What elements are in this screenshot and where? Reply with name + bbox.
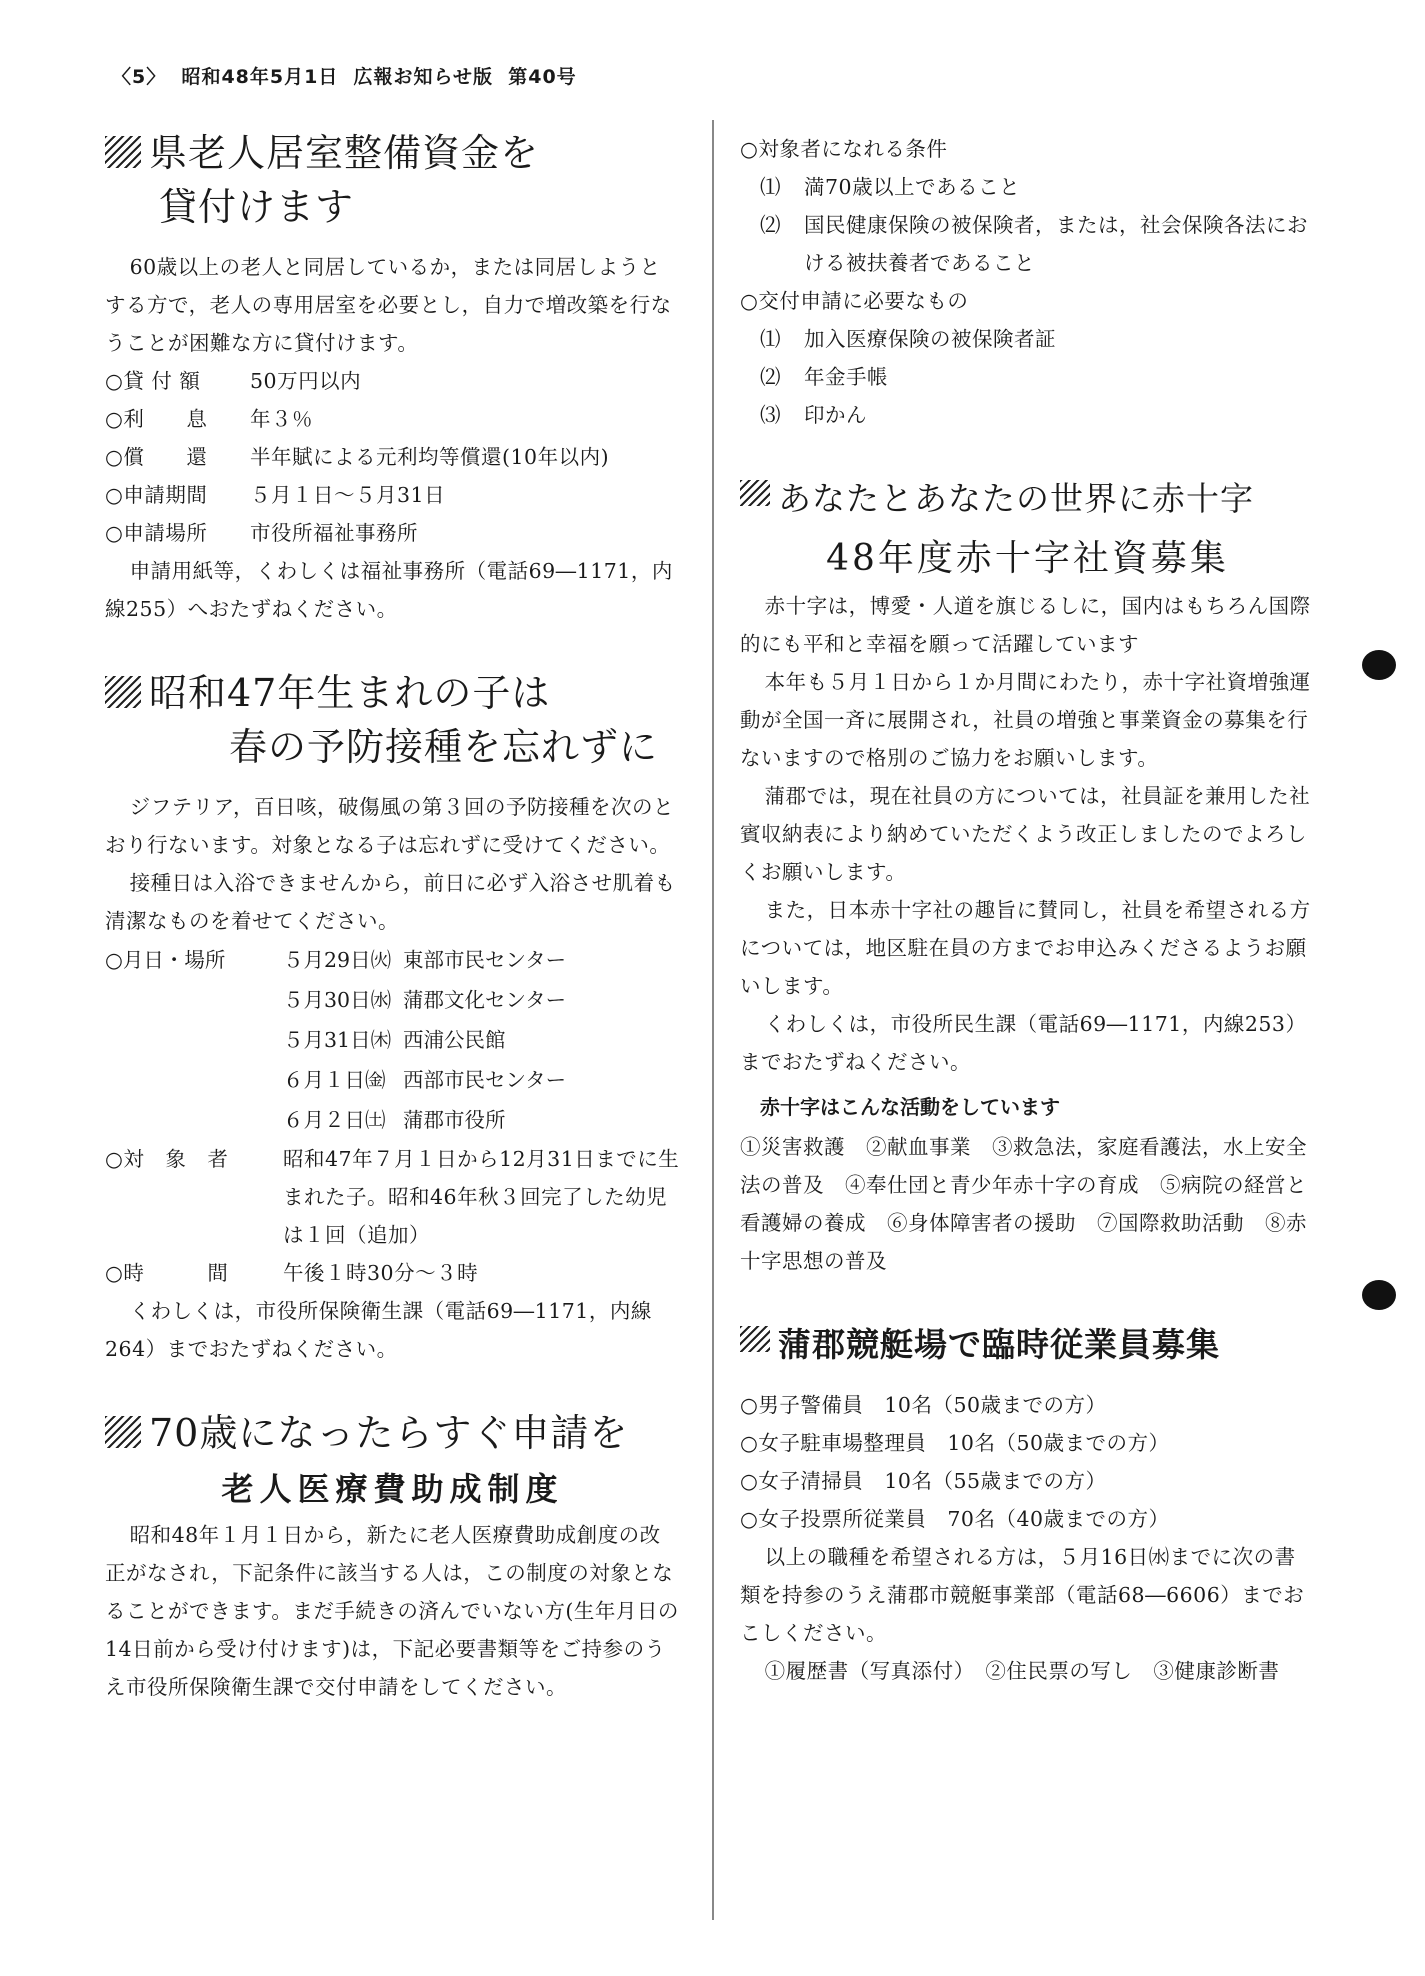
- punch-hole-mark: [1362, 1280, 1396, 1310]
- job-item: ○女子清掃員 10名（55歳までの方）: [740, 1469, 1107, 1493]
- schedule-date: ５月31日㈭: [283, 1028, 392, 1052]
- required-documents: ①履歴書（写真添付） ②住民票の写し ③健康診断書: [764, 1659, 1280, 1683]
- left-column: [105, 118, 680, 1706]
- list-text: 満70歳以上であること: [804, 175, 1021, 199]
- article-paragraph: 以上の職種を希望される方は，５月16日㈬までに次の書類を持参のうえ蒲郡市競艇事業部（電話68―6606）までおこしください。: [740, 1545, 1305, 1645]
- article-title: あなたとあなたの世界に赤十字: [778, 479, 1254, 518]
- list-number: ⑵: [760, 365, 781, 389]
- article-elderly-medical-cont: [740, 130, 1315, 434]
- article-paragraph: 本年も５月１日から１か月間にわたり，赤十字社資増強運動が全国一斉に展開され，社員の増強と事業資金の募集を行ないますので格別のご協力をお願いします。: [740, 670, 1311, 770]
- schedule-date: ５月29日㈫: [283, 948, 392, 972]
- schedule-place: 西部市民センター: [403, 1068, 567, 1092]
- article-paragraph: また，日本赤十字社の趣旨に賛同し，社員を希望される方については，地区駐在員の方までお申込みくださるようお願いします。: [740, 898, 1311, 998]
- schedule-place: 西浦公民館: [403, 1028, 506, 1052]
- list-number: ⑵: [760, 213, 781, 237]
- schedule-place: 蒲郡市役所: [403, 1108, 506, 1132]
- schedule-place: 蒲郡文化センター: [403, 988, 567, 1012]
- item-value: 午後１時30分～３時: [283, 1261, 479, 1285]
- hatch-mark-icon: [105, 676, 141, 708]
- hatch-mark-icon: [105, 1416, 141, 1448]
- article-red-cross: [740, 472, 1315, 1280]
- item-value: 年３％: [250, 407, 313, 431]
- schedule-date: ５月30日㈬: [283, 988, 392, 1012]
- schedule-place: 東部市民センター: [403, 948, 567, 972]
- item-value: ５月１日～５月31日: [250, 483, 446, 507]
- punch-hole-mark: [1362, 650, 1396, 680]
- list-number: ⑴: [760, 175, 781, 199]
- list-number: ⑶: [760, 403, 781, 427]
- article-intro: 60歳以上の老人と同居しているか，または同居しようとする方で，老人の専用居室を必要とし，自力で増改築を行なうことが困難な方に貸付けます。: [105, 255, 672, 355]
- list-text: 国民健康保険の被保険者，または，社会保険各法における被扶養者であること: [804, 213, 1308, 275]
- list-text: 加入医療保険の被保険者証: [804, 327, 1056, 351]
- article-paragraph: 昭和48年１月１日から，新たに老人医療費助成創度の改正がなされ，下記条件に該当する人は，この制度の対象となることができます。まだ手続きの済んでいない方(生年月日の14日前から受け付けます)は，下記必要書類等をご持参のうえ市役所保険衛生課で交付申請をしてください。: [105, 1523, 679, 1699]
- article-paragraph: 蒲郡では，現在社員の方については，社員証を兼用した社賓収納表により納めていただくよう改正しましたのでよろしくお願いします。: [740, 784, 1311, 884]
- hatch-mark-icon: [105, 136, 141, 168]
- schedule-label: ○月日・場所: [105, 948, 226, 972]
- item-label: ○貸 付 額: [105, 369, 201, 393]
- activities-list: ①災害救護 ②献血事業 ③救急法，家庭看護法，水上安全法の普及 ④奉仕団と青少年赤十字の育成 ⑤病院の経営と看護婦の養成 ⑥身体障害者の援助 ⑦国際救助活動 ⑧赤十字思想の普及: [740, 1135, 1307, 1273]
- article-paragraph: 赤十字は，博愛・人道を旗じるしに，国内はもちろん国際的にも平和と幸福を願って活躍しています: [740, 594, 1311, 656]
- list-text: 年金手帳: [804, 365, 888, 389]
- article-title-line2: 春の予防接種を忘れずに: [229, 725, 659, 769]
- article-title: 蒲郡競艇場で臨時従業員募集: [778, 1325, 1220, 1364]
- column-divider: [712, 120, 714, 1920]
- item-label: ○償 還: [105, 445, 208, 469]
- item-value: 半年賦による元利均等償還(10年以内): [250, 445, 610, 469]
- hatch-mark-icon: [740, 1326, 770, 1352]
- job-item: ○女子駐車場整理員 10名（50歳までの方）: [740, 1431, 1170, 1455]
- article-paragraph: ジフテリア，百日咳，破傷風の第３回の予防接種を次のとおり行ないます。対象となる子は忘れずに受けてください。: [105, 795, 674, 857]
- requirements-heading: ○交付申請に必要なもの: [740, 289, 969, 313]
- item-value: 昭和47年７月１日から12月31日までに生まれた子。昭和46年秋３回完了した幼児は１回（追加）: [283, 1147, 680, 1247]
- schedule-date: ６月２日㈯: [283, 1108, 386, 1132]
- article-title: 県老人居室整備資金を: [149, 131, 540, 175]
- job-item: ○男子警備員 10名（50歳までの方）: [740, 1393, 1107, 1417]
- article-subtitle: 48年度赤十字社資募集: [826, 538, 1229, 579]
- schedule-table: [105, 940, 680, 1140]
- item-label: ○申請場所: [105, 521, 208, 545]
- article-paragraph: 接種日は入浴できませんから，前日に必ず入浴させ肌着も清潔なものを着せてください。: [105, 871, 676, 933]
- job-item: ○女子投票所従業員 70名（40歳までの方）: [740, 1507, 1170, 1531]
- article-subtitle: 老人医療費助成制度: [221, 1470, 564, 1508]
- article-title-line2: 貸付けます: [159, 185, 355, 229]
- page-header: 〈5〉 昭和48年5月1日 広報お知らせ版 第40号: [112, 66, 577, 88]
- item-label: ○申請期間: [105, 483, 208, 507]
- right-column: [740, 130, 1315, 1690]
- activities-heading: 赤十字はこんな活動をしています: [760, 1095, 1060, 1119]
- item-label: ○時 間: [105, 1261, 229, 1285]
- list-text: 印かん: [804, 403, 867, 427]
- article-boat-race-staff: [740, 1318, 1315, 1690]
- article-note: 申請用紙等，くわしくは福祉事務所（電話69―1171，内線255）へおたずねください。: [105, 559, 673, 621]
- schedule-date: ６月１日㈮: [283, 1068, 386, 1092]
- conditions-heading: ○対象者になれる条件: [740, 137, 948, 161]
- article-housing-loan: [105, 126, 680, 628]
- article-note: くわしくは，市役所保険衛生課（電話69―1171，内線264）までおたずねください。: [105, 1299, 652, 1361]
- article-vaccination: [105, 666, 680, 1368]
- article-paragraph: くわしくは，市役所民生課（電話69―1171，内線253）までおたずねください。: [740, 1012, 1307, 1074]
- item-label: ○利 息: [105, 407, 208, 431]
- article-title: 昭和47年生まれの子は: [149, 671, 551, 715]
- list-number: ⑴: [760, 327, 781, 351]
- article-title: 70歳になったらすぐ申請を: [149, 1411, 629, 1455]
- hatch-mark-icon: [740, 480, 770, 506]
- item-value: 市役所福祉事務所: [250, 521, 418, 545]
- item-value: 50万円以内: [250, 369, 362, 393]
- item-label: ○対 象 者: [105, 1147, 229, 1171]
- article-elderly-medical: [105, 1406, 680, 1706]
